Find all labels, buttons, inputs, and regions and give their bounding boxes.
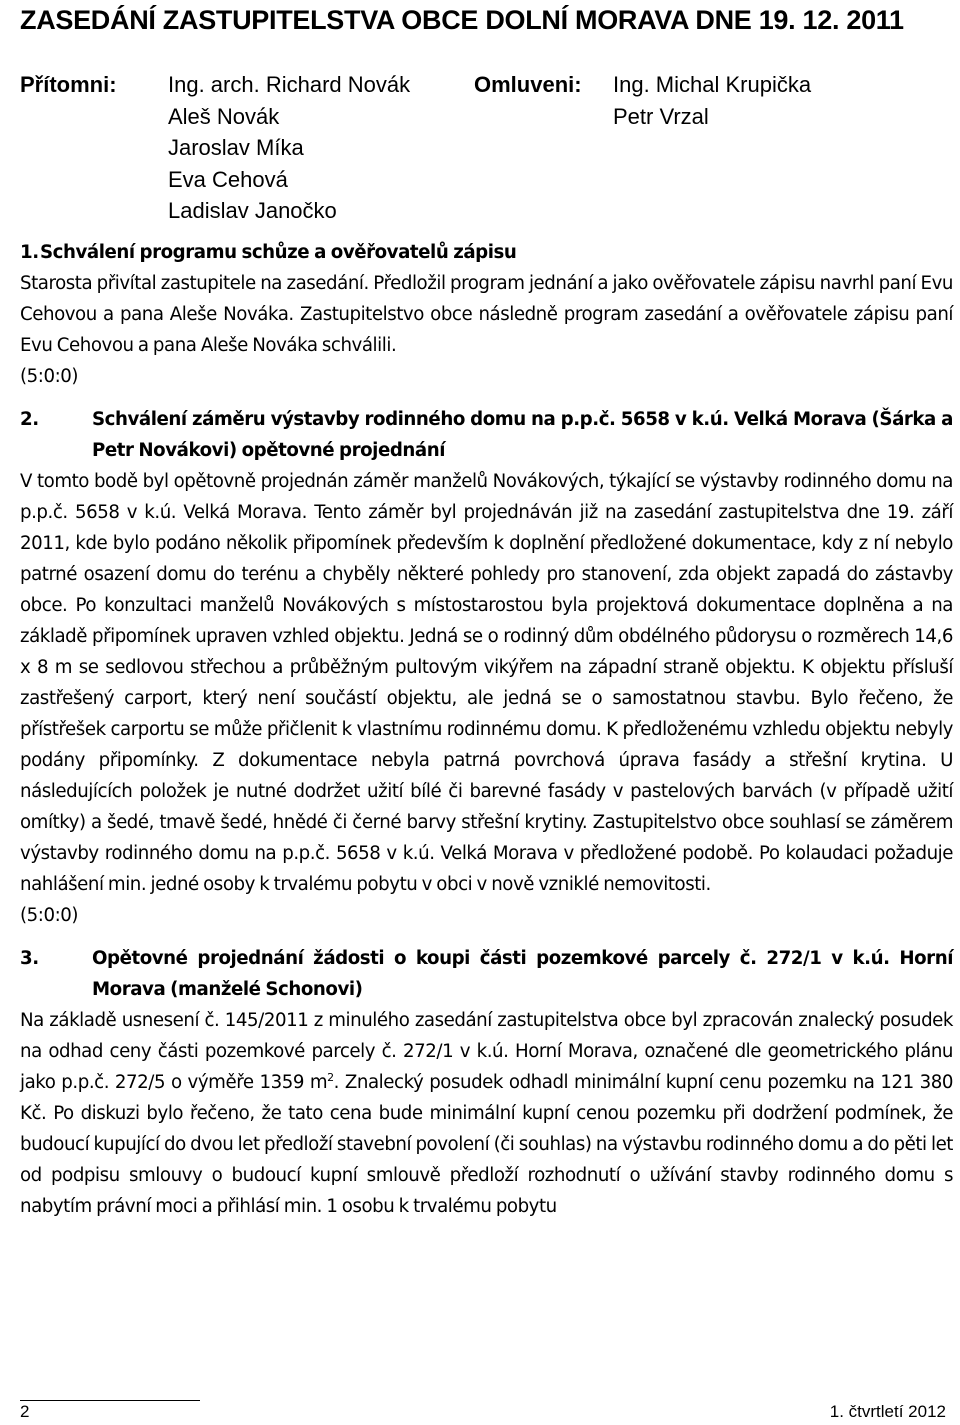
excused-member: Ing. Michal Krupička: [613, 72, 812, 97]
agenda-item-3: [20, 943, 953, 1222]
present-member: Jaroslav Míka: [168, 135, 304, 160]
item-1-text: Starosta přivítal zastupitele na zasedání. Předložil program jednání a jako ověřovatele zápisu navrhl paní Evu Cehovou a pana Aleše Nováka. Zastupitelstvo obce následně program zasedání a ověřovatele zápisu paní Evu Cehovou a pana Aleše Nováka schválili.: [20, 273, 953, 356]
item-3-heading: 3. Opětovné projednání žádosti o koupi části pozemkové parcely č. 272/1 v k.ú. Horní Morava (manželé Schonovi): [20, 948, 953, 1000]
issue-label: 1. čtvrtletí 2012: [829, 1402, 946, 1421]
present-label: Přítomni:: [20, 72, 117, 97]
excused-member: Petr Vrzal: [613, 103, 709, 129]
present-member: Ing. arch. Richard Novák: [168, 72, 411, 97]
item-1-heading: 1.Schválení programu schůze a ověřovatelů zápisu: [20, 242, 517, 263]
present-member: Eva Cehová: [168, 166, 288, 192]
agenda-items: [20, 237, 953, 1222]
present-list: [168, 69, 410, 227]
item-2-text: V tomto bodě byl opětovně projednán záměr manželů Novákových, týkající se výstavby rodinného domu na p.p.č. 5658 v k.ú. Velká Morava. Tento záměr byl projednáván již na zasedání zastupitelstva dne 19. září 2011, kde bylo podáno několik připomínek především k doplnění předložené dokumentace, kdy z ní nebylo patrné osazení domu do terénu a chyběly některé pohledy pro stanovení, zda objekt zapadá do zástavby obce. Po konzultaci manželů Novákových s místostarostou byla projektová dokumentace doplněna a na základě připomínek upraven vzhled objektu. Jedná se o rodinný dům obdélného půdorysu o rozměrech 14,6 x 8 m se sedlovou střechou a průběžným pultovým vikýřem na západní straně objektu. K objektu přísluší zastřešený carport, který není součástí objektu, ale jedná se o samostatnou stavbu. Bylo řečeno, že přístřešek carportu se může přičlenit k vlastnímu rodinnému domu. K předloženému vzhledu objektu nebyly podány připomínky. Z dokumentace nebyla patrná povrchová úprava fasády a střešní krytina. U následujících položek je nutné dodržet užití bílé či barevné fasády v pastelových barvách (v případě užití omítky) a šedé, tmavě šedé, hnědé či černé barvy střešní krytiny. Zastupitelstvo obce souhlasí se záměrem výstavby rodinného domu na p.p.č. 5658 v k.ú. Velká Morava v předložené podobě. Po kolaudaci požaduje nahlášení min. jedné osoby k trvalému pobytu v obci v nově vzniklé nemovitosti.: [20, 471, 953, 895]
agenda-item-1: [20, 237, 953, 392]
present-member: Aleš Novák: [168, 103, 280, 129]
superscript-2: 2: [327, 1070, 334, 1084]
agenda-item-2: [20, 404, 953, 931]
excused-list: [613, 69, 811, 132]
item-3-text: Na základě usnesení č. 145/2011 z minulého zasedání zastupitelstva obce byl zpracován znalecký posudek na odhad ceny části pozemkové parcely č. 272/1 v k.ú. Horní Morava, označené dle geometrického plánu jako p.p.č. 272/5 o výměře 1359 $m^2$. Znalecký posudek odhadl minimální kupní cenu pozemku na 121 380 Kč. Po diskuzi bylo řečeno, že tato cena bude minimální kupní cenou pozemku při dodržení podmínek, že budoucí kupující do dvou let předloží stavební povolení (či souhlas) na výstavbu rodinného domu a do pěti let od podpisu smlouvy o budoucí kupní smlouvě předloží rozhodnutí o užívání stavby rodinného domu s nabytím právní moci a přihlásí min. 1 osobu k trvalému pobytu: [20, 1010, 953, 1217]
item-1-vote: (5:0:0): [20, 366, 79, 387]
document-title: ZASEDÁNÍ ZASTUPITELSTVA OBCE DOLNÍ MORAVA DNE 19. 12. 2011: [20, 5, 904, 35]
excused-label: Omluveni:: [474, 72, 582, 97]
page-number: 2: [20, 1402, 30, 1421]
item-2-heading: 2. Schválení záměru výstavby rodinného domu na p.p.č. 5658 v k.ú. Velká Morava (Šárka a Petr Novákovi) opětovné projednání: [20, 409, 953, 461]
footer-divider: [20, 1400, 200, 1401]
item-2-vote: (5:0:0): [20, 905, 79, 926]
present-member: Ladislav Janočko: [168, 198, 337, 223]
